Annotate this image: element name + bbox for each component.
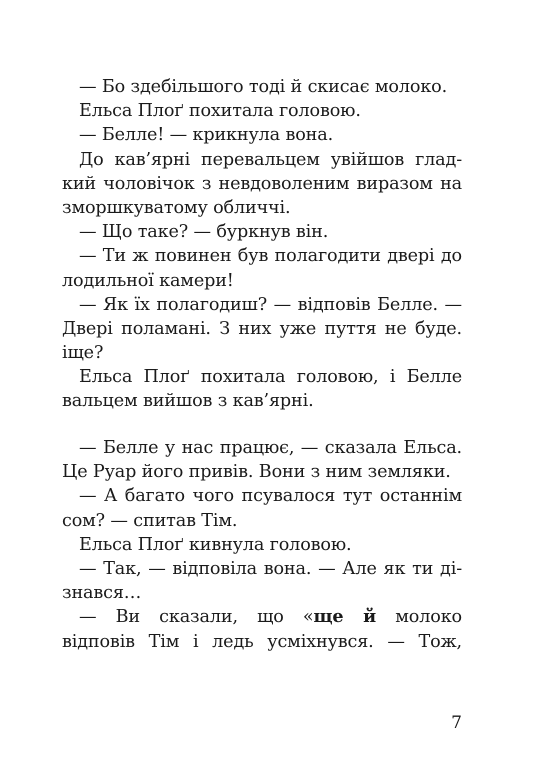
- quote-line-bold: ще й: [313, 606, 377, 628]
- text-line: — А багато чого псувалося тут останнім: [79, 486, 462, 507]
- text-line: — Бо здебільшого тоді й скисає молоко.: [79, 77, 448, 97]
- text-line: знався…: [62, 583, 142, 604]
- text-line: Ельса Плоґ похитала головою.: [79, 101, 361, 122]
- text-line: До кав’ярні перевальцем увійшов глад-: [79, 149, 462, 170]
- text-line: — Що таке? — буркнув він.: [79, 222, 329, 243]
- text-line: Це Руар його привів. Вони з ним земляки.: [62, 462, 451, 483]
- text-line: вальцем вийшов з кав’ярні.: [62, 391, 314, 412]
- text-line: — Белле! — крикнула вона.: [79, 125, 334, 146]
- page-number: 7: [451, 713, 462, 733]
- text-line: іще?: [62, 343, 104, 364]
- text-line: Двері поламані. З них уже пуття не буде.: [62, 318, 462, 339]
- text-line: відповів Тім і ледь усміхнувся. — Тож,: [62, 631, 462, 652]
- text-line: — Так, — відповіла вона. — Але як ти ді-: [79, 558, 462, 579]
- text-line: сом? — спитав Тім.: [62, 510, 238, 531]
- quote-line-before: — Ви сказали, що «: [79, 607, 314, 628]
- text-line: — Белле у нас працює, — сказала Ельса.: [79, 438, 462, 458]
- text-line: лодильної камери!: [62, 270, 234, 291]
- text-section-2: [62, 436, 462, 654]
- text-line: зморшкуватому обличчі.: [62, 197, 291, 218]
- quote-line: [62, 605, 462, 629]
- quote-line-after: молоко: [395, 607, 462, 628]
- text-line: — Як їх полагодиш? — відповів Белле. —: [79, 294, 462, 315]
- text-line: Ельса Плоґ похитала головою, і Белле: [79, 367, 462, 388]
- text-line: Ельса Плоґ кивнула головою.: [79, 534, 352, 555]
- text-line: кий чоловічок з невдоволеним виразом на: [62, 173, 462, 194]
- text-section-1: [62, 75, 462, 414]
- text-line: — Ти ж повинен був полагодити двері до: [79, 246, 462, 267]
